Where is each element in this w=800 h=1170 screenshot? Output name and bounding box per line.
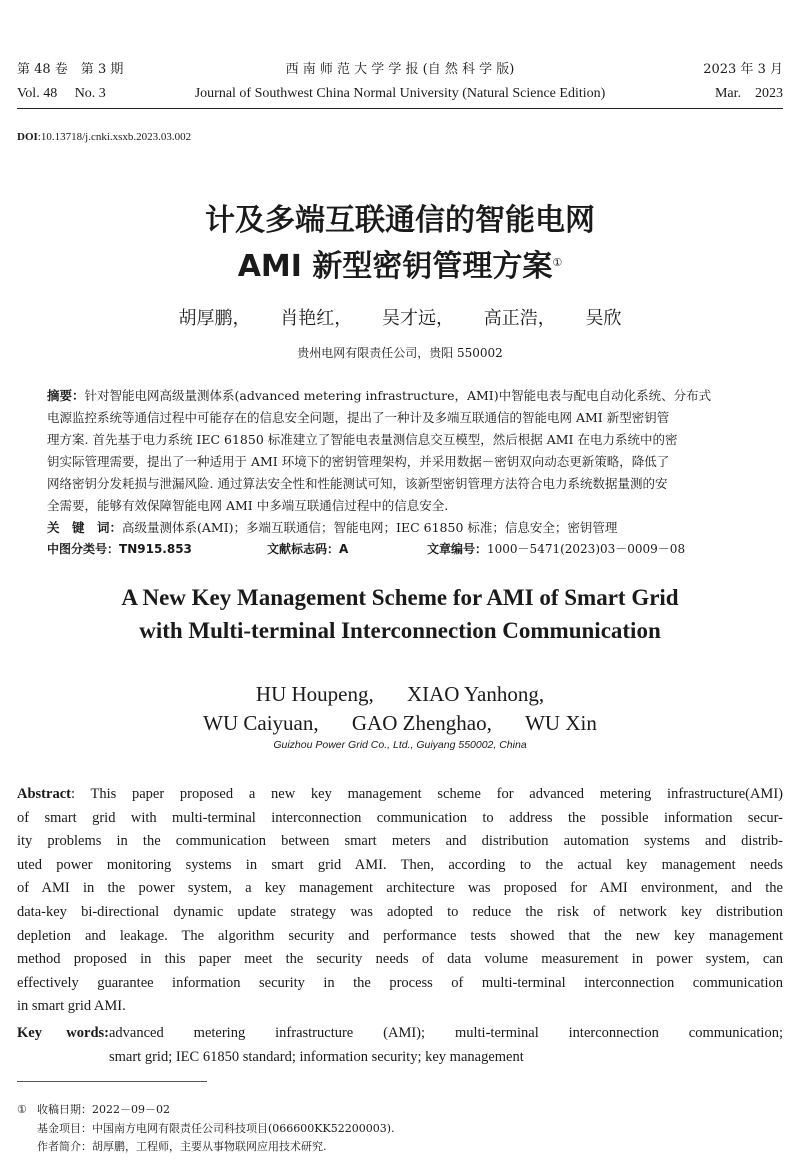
abstract-en-label: Abstract [17, 786, 71, 802]
abstract-en-line: ity problems in the communication between smart meters and distribution automation systems and distrib- [17, 833, 783, 850]
abstract-en-line: method proposed in this paper meet the security needs of data volume measurement in power system, can [17, 951, 783, 968]
author-cn: 肖艳红， [280, 308, 353, 329]
keywords-en-line1 [17, 1021, 783, 1045]
clc-label: 中图分类号： [47, 542, 120, 556]
clc-value: TN915.853 [119, 542, 192, 556]
title-cn-line2-text: AMI 新型密钥管理方案 [237, 249, 553, 284]
author-cn: 胡厚鹏， [178, 308, 251, 329]
issue-date-cn: 2023 年 3 月 [703, 62, 783, 77]
volume-issue-en: Vol. 48 No. 3 [17, 86, 106, 101]
abstract-cn [47, 385, 759, 539]
title-cn-line1: 计及多端互联通信的智能电网 [205, 203, 595, 238]
volume-issue-cn: 第 48 卷 第 3 期 [17, 62, 124, 77]
abstract-cn-line: 电源监控系统等通信过程中可能存在的信息安全问题，提出了一种计及多端互联通信的智能电网 AMI 新型密钥管 [47, 410, 670, 425]
abstract-en-text: : This paper proposed a new key management scheme for advanced metering infrastructure(AMI) [70, 786, 783, 802]
abstract-en-line [17, 783, 783, 807]
doc-code-label: 文献标志码： [267, 542, 340, 556]
document-code [267, 540, 427, 558]
affiliation-en: Guizhou Power Grid Co., Ltd., Guiyang 550002, China [273, 739, 527, 751]
author-cn: 高正浩， [483, 308, 556, 329]
author-cn: 吴才远， [382, 308, 454, 329]
abstract-en [17, 783, 783, 1019]
footnote-fund: 基金项目：中国南方电网有限责任公司科技项目(066600KK52200003). [37, 1122, 395, 1135]
author-en: WU Caiyuan, [203, 711, 319, 735]
abstract-en-line: of AMI in the power system, a key management architecture was proposed for AMI environment, and the [17, 880, 783, 897]
author-cn: 吴欣 [585, 308, 622, 329]
keywords-cn-value: 高级量测体系(AMI)；多端互联通信；智能电网；IEC 61850 标准；信息安全；密钥管理 [122, 520, 618, 535]
keywords-cn-label: 关 键 词： [47, 520, 123, 535]
abstract-cn-line: 钥实际管理需要，提出了一种适用于 AMI 环境下的密钥管理架构，并采用数据－密钥双向动态更新策略，降低了 [47, 454, 670, 469]
abstract-en-line: data-key bi-directional dynamic update strategy was adopted to reduce the risk of network key distribution [17, 903, 783, 920]
title-cn-line2 [0, 249, 800, 285]
abstract-cn-text: 针对智能电网高级量测体系(advanced metering infrastructure，AMI)中智能电表与配电自动化系统、分布式 [84, 388, 712, 403]
footnote-received [17, 1102, 170, 1118]
abstract-cn-line: 网络密钥分发耗损与泄漏风险. 通过算法安全性和性能测试可知，该新型密钥管理方法符合电力系统数据量测的安 [47, 476, 668, 491]
title-en-line1: A New Key Management Scheme for AMI of Smart Grid [121, 585, 679, 610]
journal-name-en: Journal of Southwest China Normal University (Natural Science Edition) [194, 86, 606, 101]
authors-cn [0, 306, 800, 332]
classification-row [47, 540, 685, 558]
abstract-cn-line: 全需要，能够有效保障智能电网 AMI 中多端互联通信过程中的信息安全. [47, 498, 449, 513]
abstract-en-line: uted power monitoring systems in smart grid AMI. Then, according to the actual key management needs [17, 856, 783, 873]
author-en: GAO Zhenghao, [351, 711, 492, 735]
footnote-mark: ① [17, 1103, 27, 1116]
abstract-cn-label: 摘要： [47, 388, 85, 403]
footnote-author: 作者简介：胡厚鹏，工程师，主要从事物联网应用技术研究. [37, 1140, 327, 1153]
title-en-line2: with Multi-terminal Interconnection Communication [139, 618, 661, 643]
keywords-en-line2: smart grid; IEC 61850 standard; information security; key management [109, 1049, 524, 1065]
article-number-label: 文章编号： [427, 542, 488, 556]
header-divider [17, 108, 783, 109]
abstract-cn-line: 理方案. 首先基于电力系统 IEC 61850 标准建立了智能电表量测信息交互模型，然后根据 AMI 在电力系统中的密 [47, 432, 678, 447]
article-number-value: 1000－5471(2023)03－0009－08 [487, 542, 686, 556]
doi-label: DOI [17, 131, 38, 143]
abstract-en-line: of smart grid with multi-terminal interconnection communication to address the possible information secur- [17, 809, 783, 826]
authors-en-line2 [0, 709, 800, 737]
doi-line [17, 131, 191, 143]
clc-number [47, 540, 267, 558]
article-number [427, 542, 685, 556]
title-footnote-mark[interactable]: ① [552, 256, 563, 269]
keywords-en [17, 1021, 783, 1069]
keywords-en-label: Key words: [17, 1025, 109, 1041]
author-en: WU Xin [525, 711, 597, 735]
doc-code-value: A [339, 542, 349, 556]
abstract-en-line: effectively guarantee information security in the process of multi-terminal interconnection communication [17, 974, 783, 991]
author-en: XIAO Yanhong, [406, 682, 545, 706]
abstract-en-line: depletion and leakage. The algorithm security and performance tests showed that the new key management [17, 927, 783, 944]
affiliation-cn: 贵州电网有限责任公司，贵阳 550002 [297, 346, 503, 360]
keywords-cn [47, 517, 759, 539]
footnote-divider [17, 1081, 207, 1082]
author-en: HU Houpeng, [255, 682, 374, 706]
doi-value[interactable]: :10.13718/j.cnki.xsxb.2023.03.002 [37, 131, 192, 143]
keywords-en-value1: advanced metering infrastructure (AMI); multi-terminal interconnection communication; [109, 1025, 783, 1041]
authors-en-line1 [0, 680, 800, 708]
issue-date-en: Mar. 2023 [714, 86, 783, 101]
received-date: 收稿日期：2022－09－02 [37, 1103, 170, 1116]
abstract-en-line: in smart grid AMI. [17, 998, 126, 1015]
journal-name-cn: 西 南 师 范 大 学 学 报 (自 然 科 学 版) [285, 62, 515, 77]
abstract-cn-line [47, 385, 759, 407]
